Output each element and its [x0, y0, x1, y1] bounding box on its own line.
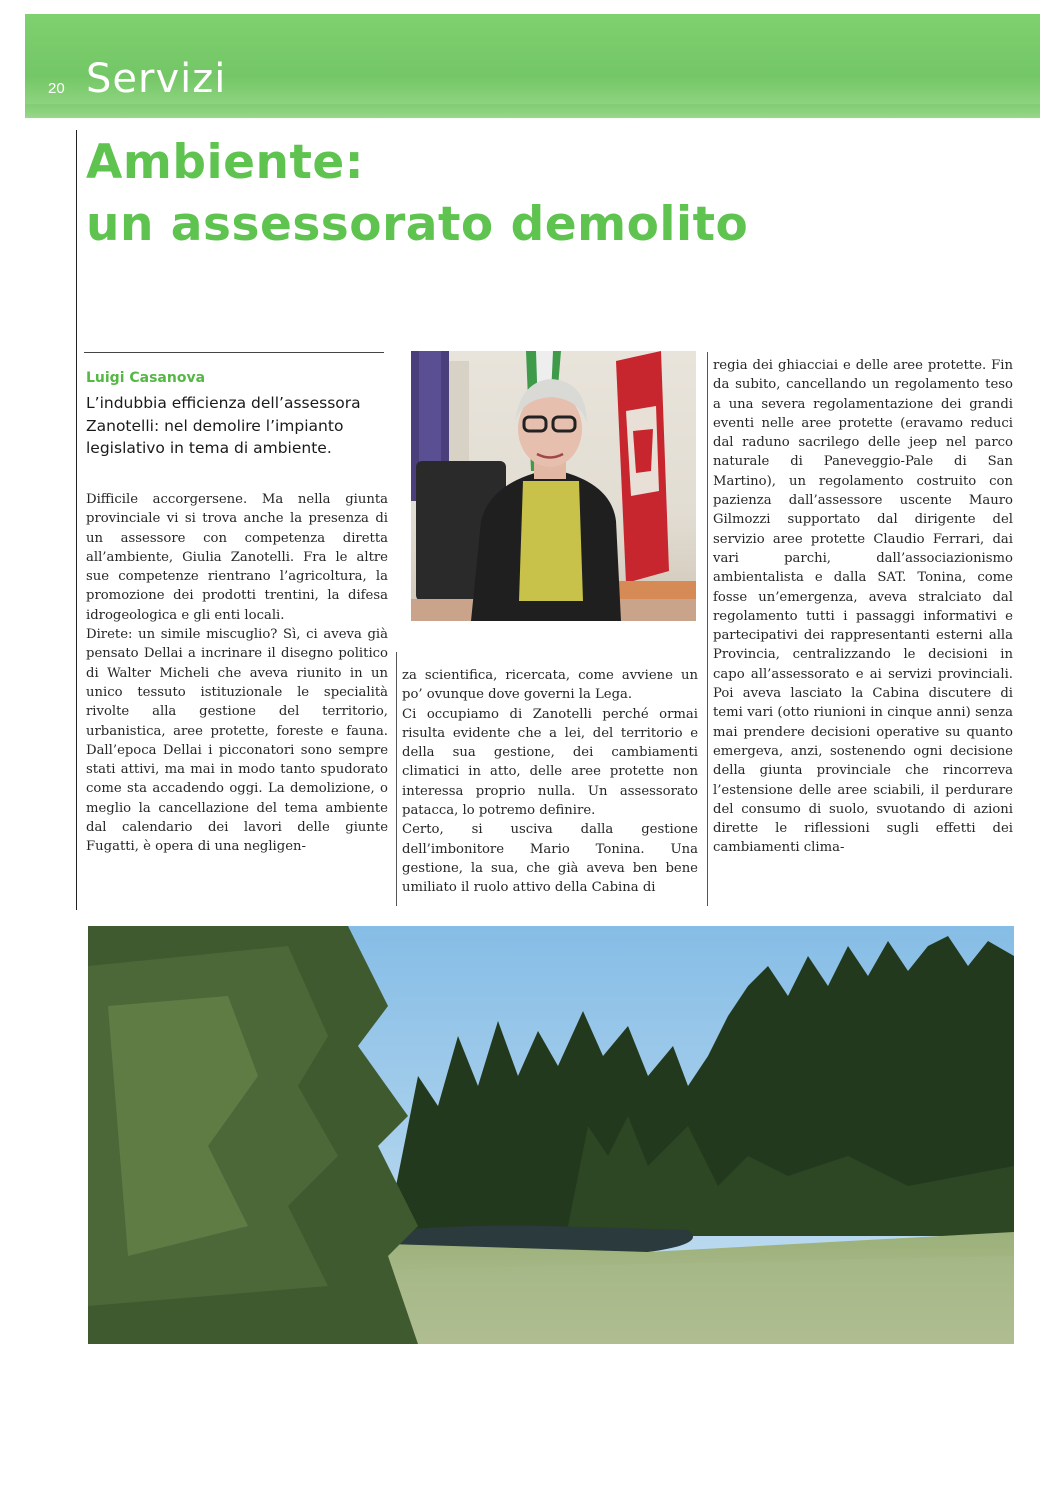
byline-rule [84, 352, 384, 353]
header-fade [25, 104, 1040, 120]
author-name: Luigi Casanova [86, 370, 206, 386]
paragraph: Certo, si usciva dalla gestione dell’imbonitore Mario Tonina. Una gestione, la sua, che già aveva ben bene umiliato il ruolo attivo della Cabina di [402, 822, 698, 896]
paragraph: Difficile accorgersene. Ma nella giunta provinciale vi si trova anche la presenza di un assessore con competenza diretta all’ambiente, Giulia Zanotelli. Fra le altre sue competenze rientrano l’agricoltura, la promozione dei prodotti trentini, la difesa idrogeologica e gli enti locali. [86, 492, 388, 623]
headline-line-1: Ambiente: [86, 135, 365, 190]
paragraph: Ci occupiamo di Zanotelli perché ormai risulta evidente che a lei, del territorio e della sua gestione, dei cambiamenti climatici in atto, delle aree protette non interessa proprio nulla. Un assessorato patacca, lo potremo definire. [402, 706, 698, 819]
forest-lake-photo [88, 926, 1014, 1344]
section-title: Servizi [86, 56, 227, 102]
article-column-3 [713, 356, 1013, 858]
paragraph: regia dei ghiacciai e delle aree protette. Fin da subito, cancellando un regolamento teso a una severa regolamentazione dei grandi eventi nelle aree protette (eravamo reduci dal raduno sacrilego delle jeep nel parco naturale di Paneveggio-Pale di San Martino), un regolamento costruito con pazienza dall’assessore uscente Mauro Gilmozzi supportato dal dirigente del servizio aree protette Claudio Ferrari, dai vari parchi, dall’associazionismo ambientalista e dalla SAT. Tonina, come fosse un’emergenza, aveva stralciato dal regolamento tutti i passaggi informativi e partecipativi dei rappresentanti esterni alla Provincia, centralizzando le decisioni in capo all’assessorato e ai servizi provinciali. Poi aveva lasciato la Cabina discutere di temi vari (otto riunioni in cinque anni) senza mai prendere decisioni operative su quanto emergeva, anzi, sostenendo ogni decisione della giunta provinciale che rincorreva l’estensione delle aree sciabili, il perdurare del consumo di suolo, svuotando di azioni dirette le riflessioni sugli effetti dei cambiamenti clima- [713, 358, 1013, 856]
article-column-1 [86, 490, 388, 857]
article-subtitle: L’indubbia efficienza dell’assessora Zanotelli: nel demolire l’impianto legislativo in tema di ambiente. [86, 394, 361, 457]
headline-line-2: un assessorato demolito [86, 197, 749, 252]
page-number: 20 [48, 80, 65, 97]
paragraph: za scientifica, ricercata, come avviene un po’ ovunque dove governi la Lega. [402, 668, 698, 703]
left-margin-rule [76, 130, 77, 910]
article-column-2 [402, 666, 698, 898]
column-rule [707, 352, 708, 906]
portrait-photo [411, 351, 696, 621]
column-rule [396, 652, 397, 906]
paragraph: Direte: un simile miscuglio? Sì, ci aveva già pensato Dellai a incrinare il disegno politico di Walter Micheli che aveva riunito in un unico tessuto istituzionale le specialità rivolte alla gestione del territorio, urbanistica, aree protette, foreste e fauna. Dall’epoca Dellai i picconatori sono sempre stati attivi, ma mai in modo tanto spudorato come sta accadendo oggi. La demolizione, o meglio la cancellazione del tema ambiente dal calendario dei lavori delle giunte Fugatti, è opera di una negligen- [86, 627, 388, 855]
article-headline [86, 132, 846, 256]
